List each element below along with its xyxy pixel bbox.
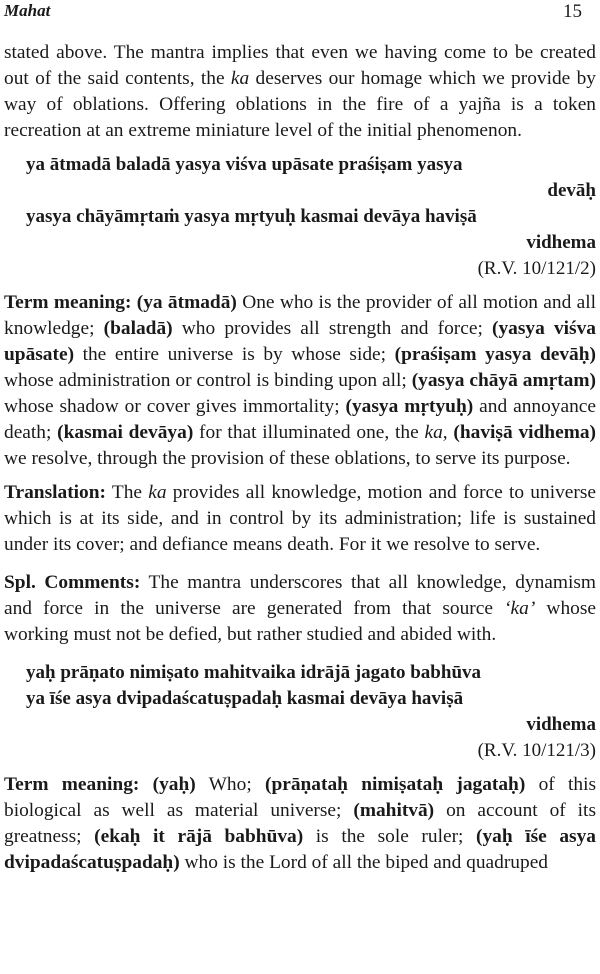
intro-text-b: deserves our homage which we provide by way of oblations. Offering oblations in the fire of a yajña is a token recreation at an extreme miniature level of the initial phenomenon. <box>4 68 596 141</box>
term-meaning-2 <box>4 772 596 876</box>
verse1-line1: ya ātmadā baladā yasya viśva upāsate praśiṣam yasya <box>26 154 463 175</box>
page-number: 15 <box>563 1 582 22</box>
term1-segment: the entire universe is by whose side; <box>74 344 395 365</box>
translation-label: Translation: <box>4 482 106 503</box>
translation-segment: provides all knowledge, motion and force to universe which is at its side, and in control by its administration; life is sustained under its cover; and defiance means death. For it we resolve to serve. <box>4 482 596 555</box>
term2-segment: of this biological as well as material universe; <box>4 774 597 821</box>
intro-ka: ka <box>230 68 250 89</box>
term2-segment: who is the Lord of all the biped and quadruped <box>179 852 548 873</box>
comments-segment: ‘ka’ <box>504 598 536 619</box>
verse2-reference: (R.V. 10/121/3) <box>477 740 596 761</box>
translation-paragraph <box>4 480 596 558</box>
verse-block-2 <box>4 660 596 764</box>
term1-segment: (yasya chāyā amṛtam) <box>411 370 596 391</box>
term2-segment: Who; <box>195 774 265 795</box>
translation-segment: The <box>106 482 149 503</box>
term1-segment: (kasmai devāya) <box>57 422 194 443</box>
verse-block-1 <box>4 152 596 282</box>
page-body <box>4 40 596 876</box>
term1-segment: (ya ātmadā) <box>136 292 237 313</box>
term1-body <box>4 292 596 469</box>
term1-segment: (yasya viśva upāsate) <box>4 318 596 365</box>
verse2-line2: ya īśe asya dvipadaścatuṣpadaḥ kasmai devāya haviṣā <box>26 688 464 709</box>
verse2-line2-cont: vidhema <box>526 714 596 735</box>
term1-segment: who provides all strength and force; <box>172 318 493 339</box>
page-header <box>0 0 600 26</box>
running-title: Mahat <box>4 1 51 20</box>
term2-label: Term meaning: <box>4 774 140 795</box>
term2-segment: (mahitvā) <box>353 800 435 821</box>
term2-segment: is the sole ruler; <box>303 826 476 847</box>
term1-segment: we resolve, through the provision of these oblations, to serve its purpose. <box>4 448 571 469</box>
term1-segment: whose administration or control is binding upon all; <box>4 370 412 391</box>
intro-paragraph <box>4 40 596 144</box>
term2-segment: (prāṇataḥ nimiṣataḥ jagataḥ) <box>264 774 526 795</box>
verse2-line1: yaḥ prāṇato nimiṣato mahitvaika idrājā jagato babhūva <box>26 662 482 683</box>
comments-segment: whose working must not be defied, but rather studied and abided with. <box>4 598 596 645</box>
term1-segment: for that illuminated one, the <box>193 422 425 443</box>
term1-segment: (yasya mṛtyuḥ) <box>345 396 474 417</box>
term1-segment: One who is the provider of all motion and all knowledge; <box>4 292 597 339</box>
comments-label: Spl. Comments: <box>4 572 141 593</box>
verse1-line1-cont: devāḥ <box>547 180 596 201</box>
term1-segment: and annoyance death; <box>4 396 596 443</box>
term2-segment: (yaḥ īśe asya dvipadaścatuṣpadaḥ) <box>4 826 596 873</box>
intro-text-a: stated above. The mantra implies that even we having come to be created out of the said contents, the <box>4 42 596 89</box>
verse1-line2: yasya chāyāmṛtaṁ yasya mṛtyuḥ kasmai devāya haviṣā <box>26 206 477 227</box>
term1-segment: (praśiṣam yasya devāḥ) <box>394 344 596 365</box>
verse1-line2-cont: vidhema <box>526 232 596 253</box>
comments-segment: The mantra underscores that all knowledge, dynamism and force in the universe are generated from that source <box>4 572 596 619</box>
term2-segment: (ekaḥ it rājā babhūva) <box>94 826 304 847</box>
special-comments <box>4 570 596 648</box>
term1-segment: whose shadow or cover gives immortality; <box>4 396 346 417</box>
term1-segment: (baladā) <box>103 318 173 339</box>
term1-label: Term meaning: <box>4 292 132 313</box>
translation-segment: ka <box>148 482 167 503</box>
term2-segment: (yaḥ) <box>139 774 196 795</box>
term-meaning-1 <box>4 290 596 472</box>
verse1-reference: (R.V. 10/121/2) <box>477 258 596 279</box>
term1-segment: , <box>442 422 454 443</box>
term2-segment: on account of its greatness; <box>4 800 596 847</box>
term1-segment: (haviṣā vidhema) <box>453 422 597 443</box>
term1-segment: ka <box>424 422 443 443</box>
